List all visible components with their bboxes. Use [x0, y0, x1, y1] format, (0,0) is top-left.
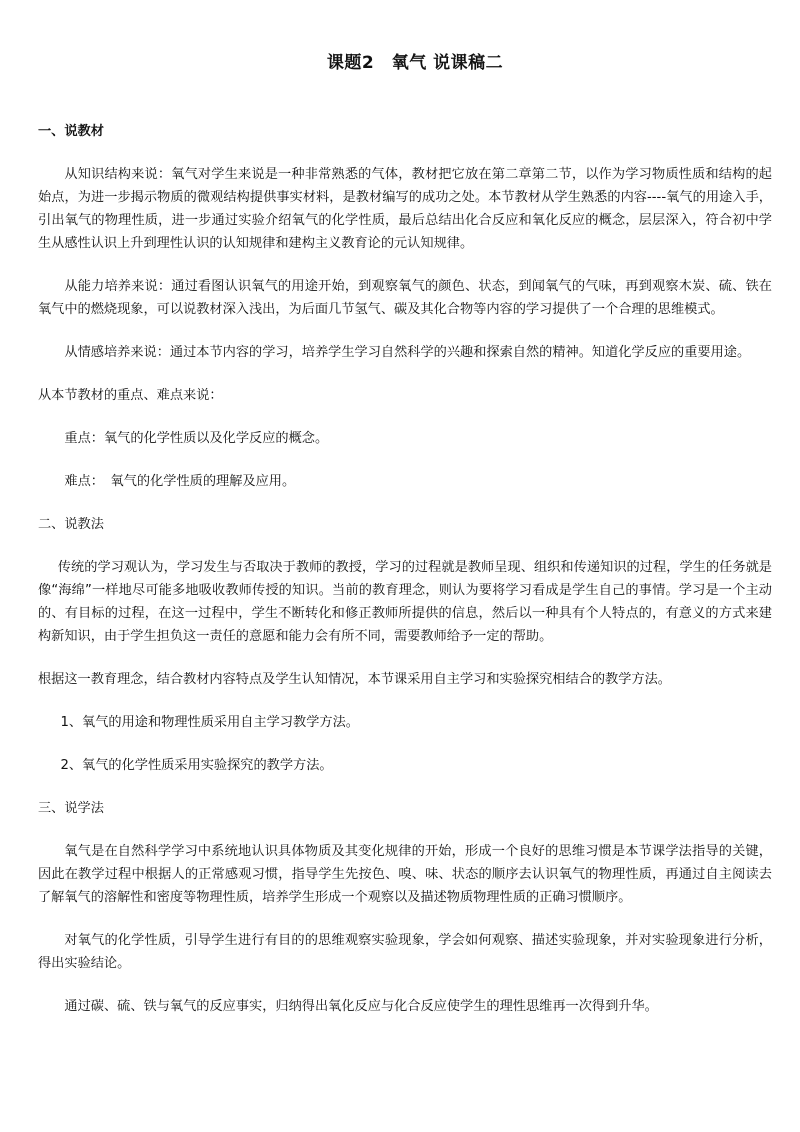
paragraph-ability: 从能力培养来说：通过看图认识氧气的用途开始，到观察氧气的颜色、状态，到闻氧气的气味，再到观察木炭、硫、铁在氧气中的燃烧现象，可以说教材深入浅出，为后面几节氢气、碳及其化合物等内容的学习提供了一个合理的思维模式。	[38, 279, 772, 317]
difficulty-line: 难点： 氧气的化学性质的理解及应用。	[64, 474, 296, 489]
section-heading-teaching-material: 一、说教材	[38, 124, 104, 139]
section-heading-teaching-method: 二、说教法	[38, 517, 104, 532]
key-point-line: 重点：氧气的化学性质以及化学反应的概念。	[64, 431, 329, 446]
section-heading-learning-method: 三、说学法	[38, 801, 104, 816]
paragraph-learning-method-1: 氧气是在自然科学学习中系统地认识具体物质及其变化规律的开始，形成一个良好的思维习惯是本节课学法指导的关键，因此在教学过程中根据人的正常感观习惯，指导学生先按色、嗅、味、状态的顺序去认识氧气的物理性质，再通过自主阅读去了解氧气的溶解性和密度等物理性质，培养学生形成一个观察以及描述物质物理性质的正确习惯顺序。	[38, 844, 772, 905]
paragraph-learning-method-2: 对氧气的化学性质，引导学生进行有目的的思维观察实验现象，学会如何观察、描述实验现象，并对实验现象进行分析，得出实验结论。	[38, 933, 772, 971]
paragraph-key-difficult-intro: 从本节教材的重点、难点来说：	[38, 388, 223, 403]
paragraph-knowledge-structure: 从知识结构来说：氧气对学生来说是一种非常熟悉的气体，教材把它放在第二章第二节，以作为学习物质性质和结构的起始点，为进一步揭示物质的微观结构提供事实材料，是教材编写的成功之处。本节教材从学生熟悉的内容----氧气的用途入手，引出氧气的物理性质，进一步通过实验介绍氧气的化学性质，最后总结出化合反应和氧化反应的概念，层层深入，符合初中学生从感性认识上升到理性认识的认知规律和建构主义教育论的元认知规律。	[38, 167, 772, 251]
page-title: 课题2 氧气 说课稿二	[326, 53, 504, 73]
document-body	[38, 120, 772, 1038]
paragraph-learning-view: 传统的学习观认为，学习发生与否取决于教师的教授，学习的过程就是教师呈现、组织和传递知识的过程，学生的任务就是像“海绵”一样地尽可能多地吸收教师传授的知识。当前的教育理念，则认为要将学习看成是学生自己的事情。学习是一个主动的、有目标的过程，在这一过程中，学生不断转化和修正教师所提供的信息，然后以一种具有个人特点的，有意义的方式来建构新知识，由于学生担负这一责任的意愿和能力会有所不同，需要教师给予一定的帮助。	[38, 560, 772, 644]
paragraph-teaching-approach: 根据这一教育理念，结合教材内容特点及学生认知情况，本节课采用自主学习和实验探究相结合的教学方法。	[38, 672, 671, 687]
paragraph-emotion: 从情感培养来说：通过本节内容的学习，培养学生学习自然科学的兴趣和探索自然的精神。知道化学反应的重要用途。	[64, 345, 751, 360]
method-item-1: 1、氧气的用途和物理性质采用自主学习教学方法。	[60, 715, 359, 730]
paragraph-learning-method-3: 通过碳、硫、铁与氧气的反应事实，归纳得出氧化反应与化合反应使学生的理性思维再一次得到升华。	[64, 999, 658, 1014]
method-item-2: 2、氧气的化学性质采用实验探究的教学方法。	[60, 758, 333, 773]
